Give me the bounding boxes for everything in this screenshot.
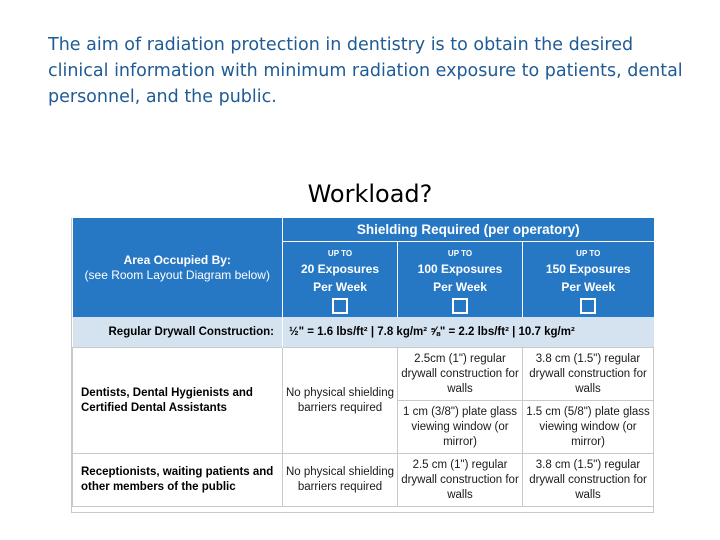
- column-100-exposures: [398, 242, 523, 318]
- upto-label: UP TO: [576, 249, 601, 258]
- drywall-label: Regular Drywall Construction:: [73, 317, 283, 348]
- checkbox-20-exposures[interactable]: [332, 298, 348, 314]
- row-label-dentists: Dentists, Dental Hygienists and Certified Dental Assistants: [73, 348, 283, 454]
- exposures-label: 100 Exposures: [417, 262, 503, 276]
- checkbox-100-exposures[interactable]: [452, 298, 468, 314]
- cell-window-150: 1.5 cm (5/8") plate glass viewing window (or mirror): [523, 401, 654, 454]
- cell-window-100: 1 cm (3/8") plate glass viewing window (or mirror): [398, 401, 523, 454]
- intro-paragraph: The aim of radiation protection in dentistry is to obtain the desired clinical information with minimum radiation exposure to patients, dental personnel, and the public.: [48, 35, 683, 107]
- per-week-label: Per Week: [313, 280, 367, 294]
- column-150-exposures: [523, 242, 654, 318]
- cell-walls-150: 3.8 cm (1.5") regular drywall construction for walls: [523, 348, 654, 401]
- shielding-required-title: Shielding Required (per operatory): [283, 218, 654, 242]
- table-row: [73, 348, 654, 401]
- exposures-label: 20 Exposures: [300, 262, 380, 276]
- area-occupied-title: Area Occupied By:: [123, 253, 231, 267]
- table-row: [73, 454, 654, 507]
- exposures-label: 150 Exposures: [545, 262, 631, 276]
- per-week-label: Per Week: [561, 280, 616, 294]
- cell-walls-100: 2.5 cm (1") regular drywall construction for walls: [398, 454, 523, 507]
- row-label-public: Receptionists, waiting patients and other members of the public: [73, 454, 283, 507]
- upto-label: UP TO: [327, 249, 353, 258]
- cell-walls-150: 3.8 cm (1.5") regular drywall construction for walls: [523, 454, 654, 507]
- drywall-row: [73, 317, 654, 348]
- area-occupied-header: [73, 218, 283, 317]
- column-20-exposures: [283, 242, 398, 318]
- cell-walls-100: 2.5cm (1") regular drywall construction for walls: [398, 348, 523, 401]
- cell-no-barriers: No physical shielding barriers required: [283, 454, 398, 507]
- drywall-values: ½" = 1.6 lbs/ft² | 7.8 kg/m² ⅝" = 2.2 lbs/ft² | 10.7 kg/m²: [283, 317, 654, 348]
- shielding-table: [71, 218, 654, 513]
- upto-label: UP TO: [447, 249, 473, 258]
- checkbox-150-exposures[interactable]: [580, 298, 596, 314]
- subtitle-workload: Workload?: [307, 180, 433, 208]
- cell-no-barriers: No physical shielding barriers required: [283, 348, 398, 454]
- area-occupied-note: (see Room Layout Diagram below): [84, 268, 270, 282]
- per-week-label: Per Week: [433, 280, 487, 294]
